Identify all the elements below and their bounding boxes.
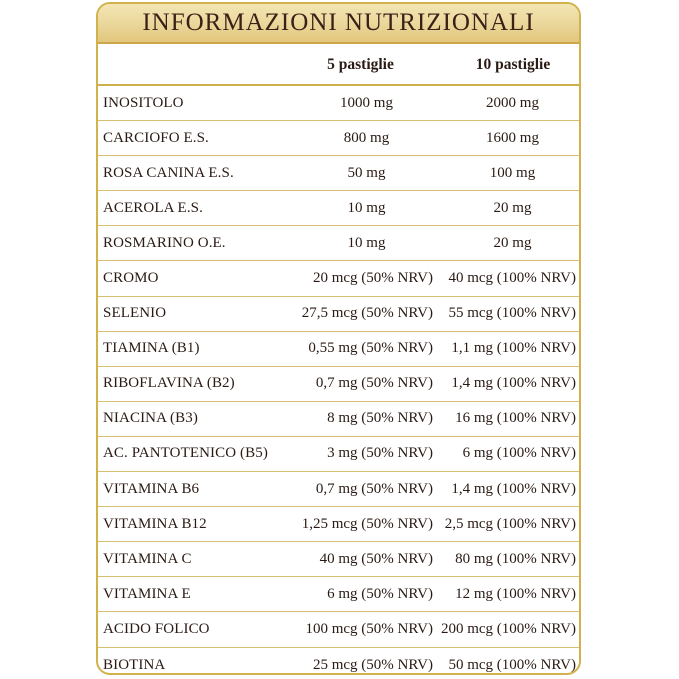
table-row [98,297,579,332]
nutrient-name: TIAMINA (B1) [103,340,200,357]
value-10-pastiglie: 6 mg (100% NRV) [462,445,576,462]
nutrient-name: VITAMINA C [103,550,192,567]
value-5-pastiglie: 0,7 mg (50% NRV) [315,375,433,392]
value-5-pastiglie: 0,7 mg (50% NRV) [315,480,433,497]
value-5-pastiglie: 1000 mg [340,94,393,111]
value-10-pastiglie: 16 mg (100% NRV) [455,410,576,427]
value-5-pastiglie: 10 mg [347,234,386,251]
table-row [98,261,579,296]
nutrition-table-body [98,86,579,675]
table-row [98,472,579,507]
title-banner [98,4,579,44]
nutrient-name: ACEROLA E.S. [103,199,203,216]
nutrient-name: VITAMINA B6 [103,480,200,497]
nutrient-name: BIOTINA [103,656,166,673]
table-row [98,332,579,367]
value-5-pastiglie: 25 mcg (50% NRV) [312,656,433,673]
nutrient-name: RIBOFLAVINA (B2) [103,375,235,392]
value-10-pastiglie: 1,4 mg (100% NRV) [451,375,576,392]
nutrient-name: SELENIO [103,305,167,322]
table-row [98,542,579,577]
value-5-pastiglie: 1,25 mcg (50% NRV) [301,515,433,532]
value-5-pastiglie: 20 mcg (50% NRV) [312,270,433,287]
nutrition-panel [96,2,581,675]
nutrient-name: VITAMINA B12 [103,515,207,532]
nutrient-name: CARCIOFO E.S. [103,129,209,146]
value-5-pastiglie: 8 mg (50% NRV) [327,410,433,427]
table-row [98,612,579,647]
nutrient-name: AC. PANTOTENICO (B5) [103,445,268,462]
value-10-pastiglie: 2000 mg [486,94,539,111]
value-10-pastiglie: 40 mcg (100% NRV) [448,270,576,287]
value-5-pastiglie: 100 mcg (50% NRV) [305,620,433,637]
value-5-pastiglie: 3 mg (50% NRV) [327,445,433,462]
value-10-pastiglie: 1600 mg [486,129,539,146]
column-header-5-pastiglie: 5 pastiglie [327,56,394,73]
value-10-pastiglie: 20 mg [493,199,532,216]
table-row [98,226,579,261]
table-header [98,50,579,86]
value-5-pastiglie: 6 mg (50% NRV) [327,585,433,602]
value-5-pastiglie: 10 mg [347,199,386,216]
table-row [98,402,579,437]
value-10-pastiglie: 20 mg [493,234,532,251]
value-5-pastiglie: 800 mg [343,129,390,146]
value-10-pastiglie: 100 mg [489,164,536,181]
value-10-pastiglie: 55 mcg (100% NRV) [448,305,576,322]
value-10-pastiglie: 200 mcg (100% NRV) [440,620,576,637]
value-5-pastiglie: 27,5 mcg (50% NRV) [301,305,433,322]
value-5-pastiglie: 50 mg [347,164,386,181]
value-10-pastiglie: 1,1 mg (100% NRV) [451,340,576,357]
table-row [98,437,579,472]
value-10-pastiglie: 12 mg (100% NRV) [455,585,576,602]
table-row [98,191,579,226]
table-row [98,156,579,191]
nutrient-name: ACIDO FOLICO [103,620,210,637]
table-row [98,121,579,156]
value-5-pastiglie: 0,55 mg (50% NRV) [308,340,433,357]
value-10-pastiglie: 2,5 mcg (100% NRV) [444,515,576,532]
value-10-pastiglie: 80 mg (100% NRV) [455,550,576,567]
nutrient-name: ROSMARINO O.E. [103,234,226,251]
nutrient-name: ROSA CANINA E.S. [103,164,234,181]
nutrient-name: INOSITOLO [103,94,184,111]
value-5-pastiglie: 40 mg (50% NRV) [319,550,433,567]
table-row [98,577,579,612]
nutrient-name: NIACINA (B3) [103,410,198,427]
nutrient-name: VITAMINA E [103,585,191,602]
value-10-pastiglie: 50 mcg (100% NRV) [448,656,576,673]
table-row [98,648,579,676]
page-title: INFORMAZIONI NUTRIZIONALI [142,9,535,36]
table-row [98,507,579,542]
nutrient-name: CROMO [103,270,159,287]
column-header-10-pastiglie: 10 pastiglie [475,56,551,73]
table-row [98,86,579,121]
table-row [98,367,579,402]
value-10-pastiglie: 1,4 mg (100% NRV) [451,480,576,497]
